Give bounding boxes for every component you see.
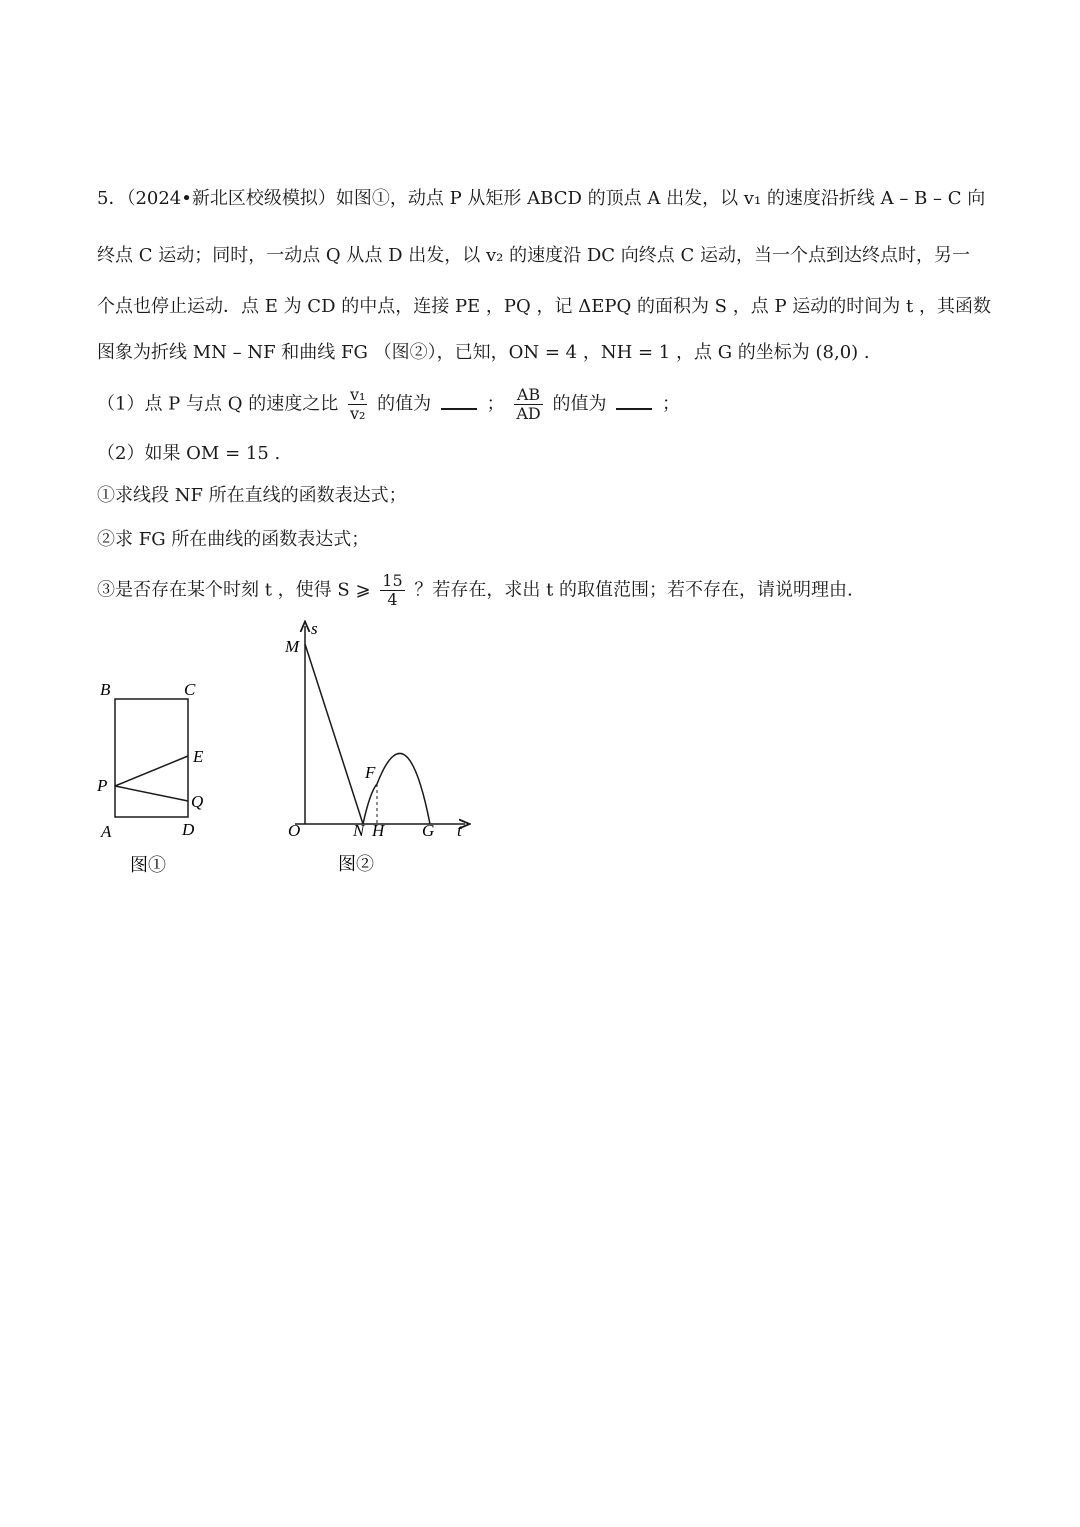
fraction-numerator: 15 (382, 571, 403, 590)
fraction-denominator: v₂ (349, 404, 366, 423)
curve-fg (377, 753, 430, 824)
label-a: A (101, 822, 112, 841)
figure-1-caption: 图① (130, 855, 166, 875)
problem-line-1: 5．（2024•新北区校级模拟）如图①，动点 P 从矩形 ABCD 的顶点 A 出发，以 v₁ 的速度沿折线 A – B – C 向 (97, 188, 986, 209)
problem-line-4: 图象为折线 MN – NF 和曲线 FG （图②），已知，ON = 4 ，NH = 1 ，点 G 的坐标为 (8,0) . (97, 342, 870, 363)
answer-blank-2[interactable] (616, 390, 652, 410)
question-1 (97, 386, 680, 423)
label-b: B (100, 680, 111, 699)
sub-question-3 (97, 572, 853, 609)
segment-mn (305, 644, 363, 824)
fraction-numerator: AB (514, 386, 542, 405)
q1-text-b: 的值为 (377, 393, 432, 415)
label-n: N (353, 821, 365, 840)
segment-pe (115, 756, 188, 786)
q1-end: ； (661, 393, 680, 415)
label-s: s (311, 619, 318, 638)
label-p: P (97, 776, 108, 795)
problem-line-3: 个点也停止运动．点 E 为 CD 的中点，连接 PE ，PQ ，记 ΔEPQ 的面积为 S ，点 P 运动的时间为 t ，其函数 (97, 296, 991, 317)
sub-question-2: ②求 FG 所在曲线的函数表达式； (97, 529, 370, 550)
figure-2 (275, 612, 485, 882)
label-g: G (422, 821, 435, 840)
label-o: O (288, 821, 301, 840)
label-f: F (365, 763, 376, 782)
fraction-15-4 (380, 572, 404, 609)
label-c: C (184, 680, 196, 699)
sub-question-1: ①求线段 NF 所在直线的函数表达式； (97, 485, 407, 506)
problem-line-2: 终点 C 运动；同时，一动点 Q 从点 D 出发，以 v₂ 的速度沿 DC 向终点 C 运动，当一个点到达终点时，另一 (97, 245, 970, 266)
label-e: E (193, 747, 204, 766)
label-m: M (285, 637, 300, 656)
label-q: Q (191, 792, 204, 811)
figure-2-caption: 图② (338, 854, 374, 874)
fraction-denominator: AD (516, 404, 541, 423)
sub3-text-a: ③是否存在某个时刻 t ，使得 S ⩾ (97, 579, 371, 601)
fraction-numerator: v₁ (349, 385, 366, 404)
q1-separator: ； (486, 393, 505, 415)
label-h: H (372, 821, 385, 840)
sub3-text-b: ？若存在，求出 t 的取值范围；若不存在，请说明理由. (414, 579, 853, 601)
answer-blank-1[interactable] (441, 390, 477, 410)
figure-1 (90, 675, 230, 885)
label-d: D (182, 820, 195, 839)
fraction-v1-v2 (348, 386, 367, 423)
segment-pq (115, 786, 188, 801)
label-t: t (457, 821, 462, 840)
fraction-denominator: 4 (387, 590, 398, 609)
q1-text-a: （1）点 P 与点 Q 的速度之比 (97, 393, 339, 415)
fraction-ab-ad (514, 386, 542, 423)
q1-text-c: 的值为 (552, 393, 607, 415)
question-2: （2）如果 OM = 15 . (97, 443, 281, 464)
segment-nf (363, 784, 377, 824)
